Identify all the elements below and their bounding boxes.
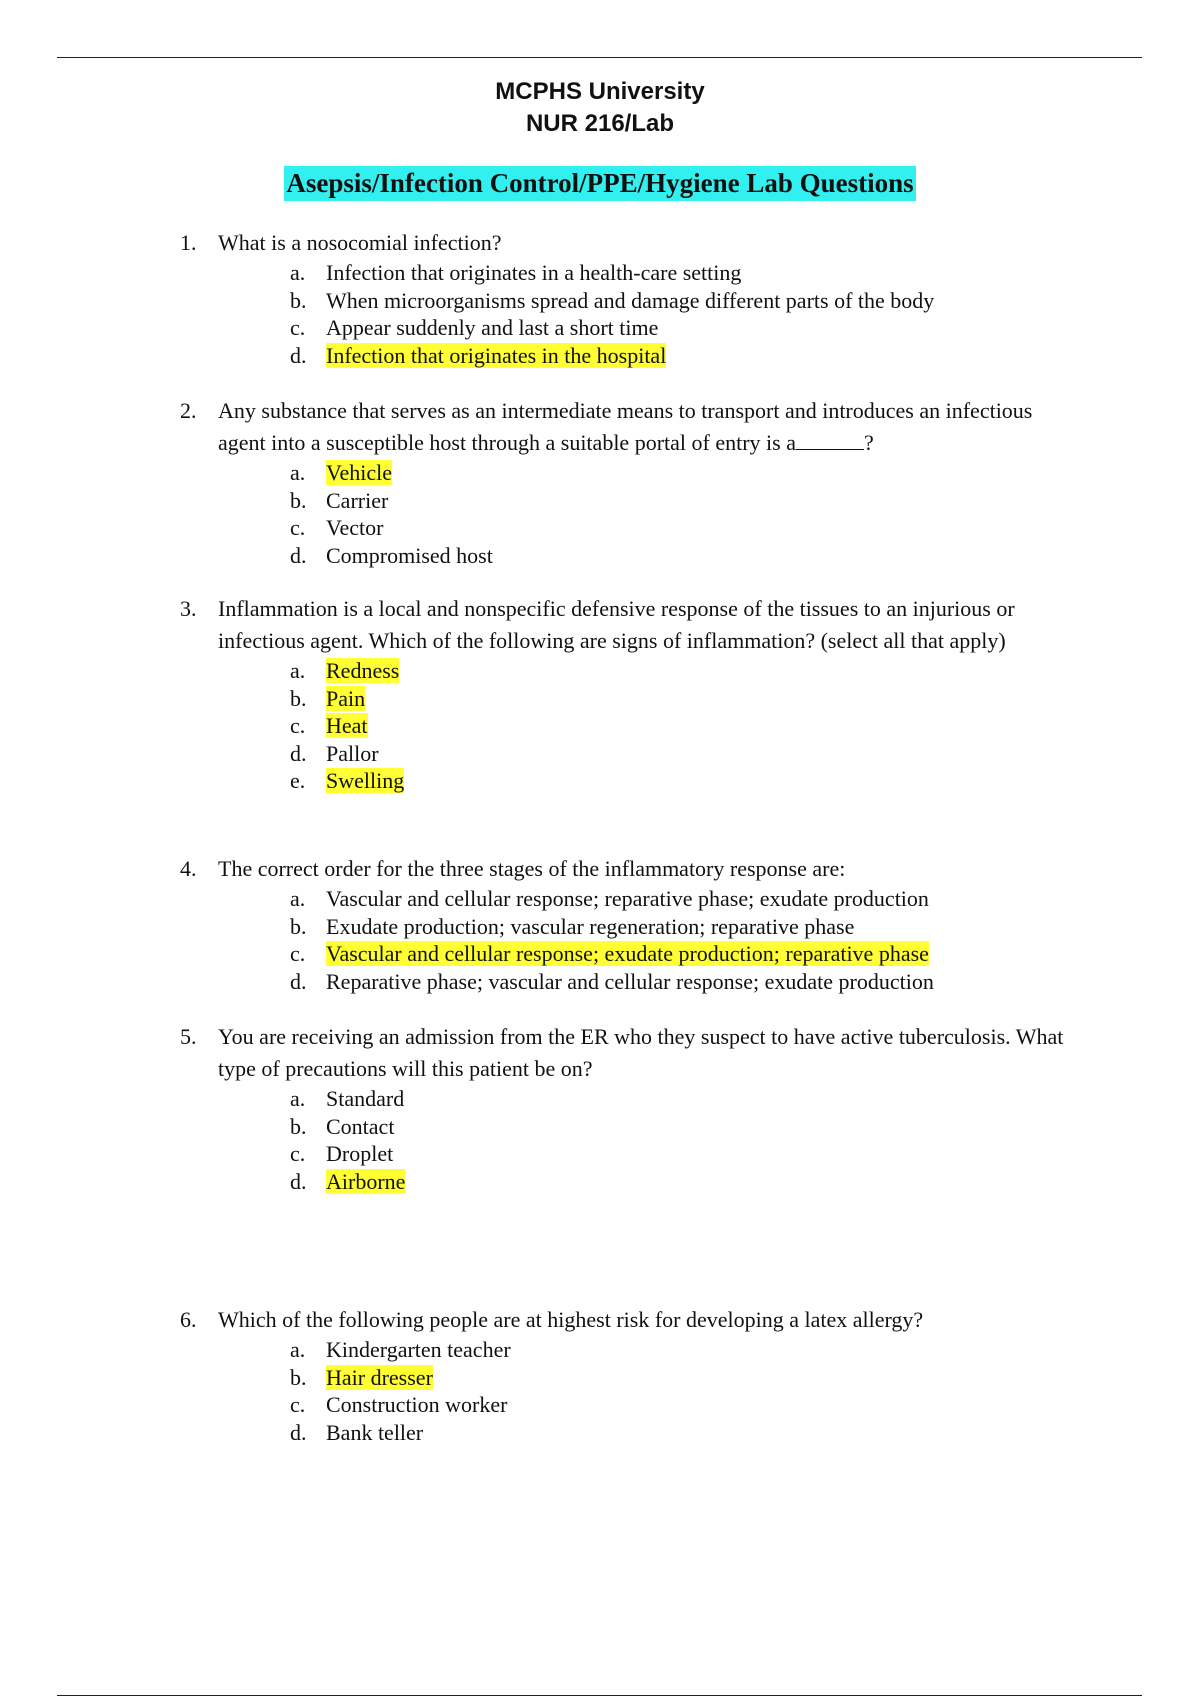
option-letter: e. — [290, 768, 306, 793]
option — [290, 913, 1080, 941]
bottom-rule — [57, 1695, 1142, 1696]
highlighted-answer: Infection that originates in the hospital — [326, 342, 667, 368]
question-1 — [180, 227, 1080, 369]
highlighted-answer: Redness — [326, 658, 400, 683]
document-title: Asepsis/Infection Control/PPE/Hygiene Lab Questions — [284, 166, 915, 201]
option — [290, 968, 1080, 996]
question-text: Which of the following people are at highest risk for developing a latex allergy? — [218, 1307, 924, 1332]
option-text: Vector — [326, 515, 384, 540]
option-letter: a. — [290, 1086, 306, 1111]
option-correct — [290, 657, 1080, 685]
question-number: 4. — [180, 856, 197, 881]
option-letter: b. — [290, 913, 307, 939]
option-text: Vascular and cellular response; reparative phase; exudate production — [326, 886, 929, 911]
option-letter: a. — [290, 460, 306, 485]
option-letter: d. — [290, 968, 307, 994]
question-6 — [180, 1304, 1080, 1446]
option-correct — [290, 1168, 1080, 1196]
option — [290, 487, 1080, 515]
highlighted-answer: Pain — [326, 685, 366, 711]
question-number: 1. — [180, 230, 197, 255]
highlighted-answer: Heat — [326, 713, 368, 738]
option-text: Exudate production; vascular regeneration; reparative phase — [326, 913, 855, 939]
question-3 — [180, 593, 1080, 795]
option-text: Reparative phase; vascular and cellular response; exudate production — [326, 968, 934, 994]
option-letter: b. — [290, 1364, 307, 1390]
option — [290, 1085, 1080, 1113]
option — [290, 514, 1080, 542]
option-text: Standard — [326, 1086, 405, 1111]
option-text: Compromised host — [326, 542, 493, 568]
option-letter: a. — [290, 886, 306, 911]
option-letter: b. — [290, 685, 307, 711]
option-text: Infection that originates in a health-care setting — [326, 260, 742, 285]
highlighted-answer: Vascular and cellular response; exudate production; reparative phase — [326, 941, 929, 966]
option — [290, 740, 1080, 768]
question-number: 5. — [180, 1024, 197, 1049]
question-text: The correct order for the three stages of the inflammatory response are: — [218, 856, 846, 881]
option-text: Construction worker — [326, 1392, 508, 1417]
course-code: NUR 216/Lab — [525, 110, 675, 137]
option-correct — [290, 342, 1080, 370]
option-correct — [290, 767, 1080, 795]
option-letter: b. — [290, 487, 307, 513]
option — [290, 259, 1080, 287]
option-letter: a. — [290, 260, 306, 285]
option — [290, 1140, 1080, 1168]
option-letter: c. — [290, 515, 306, 540]
option-letter: c. — [290, 315, 306, 340]
question-number: 3. — [180, 596, 197, 621]
option — [290, 1336, 1080, 1364]
option-correct — [290, 459, 1080, 487]
highlighted-answer: Swelling — [326, 768, 405, 793]
option-correct — [290, 685, 1080, 713]
question-2 — [180, 395, 1080, 569]
option-letter: d. — [290, 542, 307, 568]
option-letter: c. — [290, 1141, 306, 1166]
option — [290, 542, 1080, 570]
option-letter: c. — [290, 713, 306, 738]
option-text: When microorganisms spread and damage different parts of the body — [326, 287, 935, 313]
highlighted-answer: Vehicle — [326, 460, 392, 485]
option-text: Appear suddenly and last a short time — [326, 315, 659, 340]
option-letter: b. — [290, 287, 307, 313]
option — [290, 314, 1080, 342]
highlighted-answer: Hair dresser — [326, 1364, 433, 1390]
option-letter: d. — [290, 1168, 307, 1194]
highlighted-answer: Airborne — [326, 1168, 406, 1194]
answer-blank — [796, 431, 864, 450]
top-rule — [57, 57, 1142, 58]
option-letter: d. — [290, 740, 307, 766]
option — [290, 1419, 1080, 1447]
question-text: You are receiving an admission from the ER who they suspect to have active tuberculosis. What type of precautions will this patient be on? — [218, 1024, 1064, 1081]
option-letter: b. — [290, 1113, 307, 1139]
option-letter: d. — [290, 342, 307, 368]
option — [290, 1391, 1080, 1419]
option-text: Droplet — [326, 1141, 394, 1166]
question-text: Any substance that serves as an intermediate means to transport and introduces an infectious agent into a susceptible host through a suitable portal of entry is a — [218, 398, 1033, 455]
question-number: 6. — [180, 1307, 197, 1332]
option-correct — [290, 940, 1080, 968]
question-suffix: ? — [863, 430, 874, 455]
option-text: Contact — [326, 1113, 395, 1139]
option-letter: a. — [290, 1337, 306, 1362]
option-text: Pallor — [326, 740, 379, 766]
option-text: Bank teller — [326, 1419, 424, 1445]
question-5 — [180, 1021, 1080, 1195]
option-letter: a. — [290, 658, 306, 683]
question-number: 2. — [180, 398, 197, 423]
question-text: What is a nosocomial infection? — [218, 230, 502, 255]
option-correct — [290, 1364, 1080, 1392]
university-name: MCPHS University — [495, 78, 705, 105]
option-letter: c. — [290, 941, 306, 966]
option-letter: c. — [290, 1392, 306, 1417]
option-text: Kindergarten teacher — [326, 1337, 511, 1362]
question-text: Inflammation is a local and nonspecific defensive response of the tissues to an injurious or infectious agent. Which of the following are signs of inflammation? (select all that apply) — [218, 596, 1015, 653]
option — [290, 885, 1080, 913]
question-4 — [180, 853, 1080, 995]
option-letter: d. — [290, 1419, 307, 1445]
option-text: Carrier — [326, 487, 389, 513]
option — [290, 287, 1080, 315]
option — [290, 1113, 1080, 1141]
option-correct — [290, 712, 1080, 740]
